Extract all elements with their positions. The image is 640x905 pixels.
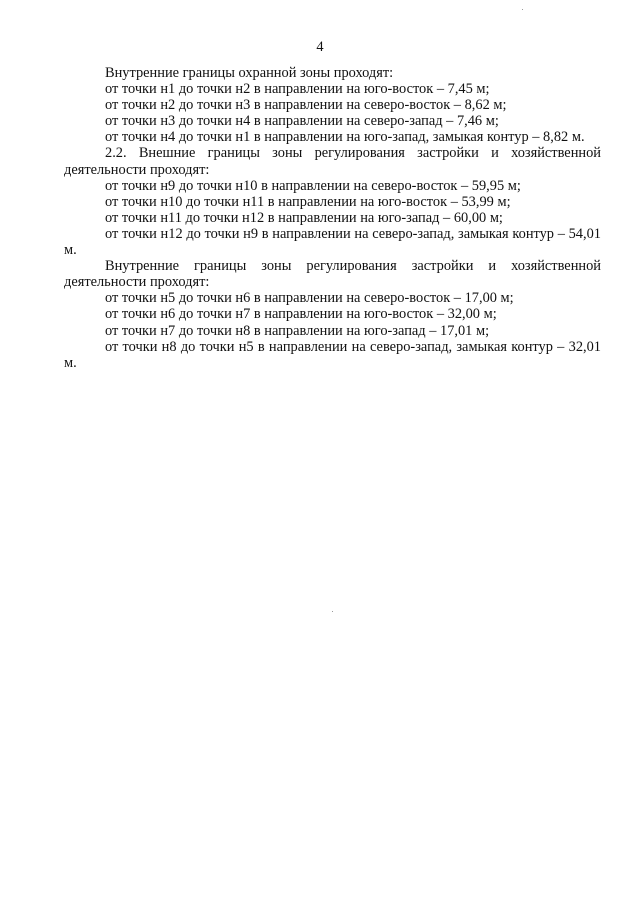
paragraph-inner-regulation-zone-heading: Внутренние границы зоны регулирования застройки и хозяйственной деятельности проходят: (64, 258, 601, 291)
page-number: 4 (316, 39, 324, 55)
paragraph-segment-n7-n8: от точки н7 до точки н8 в направлении на юго-запад – 17,01 м; (105, 322, 490, 339)
paragraph-segment-n10-n11: от точки н10 до точки н11 в направлении на юго-восток – 53,99 м; (105, 193, 511, 210)
paragraph-segment-n1-n2: от точки н1 до точки н2 в направлении на юго-восток – 7,45 м; (105, 81, 490, 98)
paragraph-inner-protection-zone-heading: Внутренние границы охранной зоны проходят: (105, 65, 394, 81)
paragraph-segment-n3-n4: от точки н3 до точки н4 в направлении на северо-запад – 7,46 м; (105, 113, 499, 130)
scan-speck (522, 9, 523, 10)
paragraph-segment-n9-n10: от точки н9 до точки н10 в направлении на северо-восток – 59,95 м; (105, 177, 521, 194)
paragraph-segment-n4-n1: от точки н4 до точки н1 в направлении на юго-запад, замыкая контур – 8,82 м. (105, 129, 585, 146)
document-body (64, 65, 601, 371)
paragraph-segment-n6-n7: от точки н6 до точки н7 в направлении на юго-восток – 32,00 м; (105, 306, 497, 323)
paragraph-section-2-2: 2.2. Внешние границы зоны регулирования застройки и хозяйственной деятельности проходят: (64, 145, 601, 178)
paragraph-segment-n11-n12: от точки н11 до точки н12 в направлении на юго-запад – 60,00 м; (105, 209, 503, 226)
paragraph-segment-n5-n6: от точки н5 до точки н6 в направлении на северо-восток – 17,00 м; (105, 290, 514, 307)
paragraph-segment-n2-n3: от точки н2 до точки н3 в направлении на северо-восток – 8,62 м; (105, 97, 507, 114)
paragraph-segment-n8-n5: от точки н8 до точки н5 в направлении на северо-запад, замыкая контур – 32,01 м. (64, 338, 601, 371)
scan-speck (332, 611, 333, 612)
paragraph-segment-n12-n9: от точки н12 до точки н9 в направлении на северо-запад, замыкая контур – 54,01 м. (64, 225, 601, 259)
